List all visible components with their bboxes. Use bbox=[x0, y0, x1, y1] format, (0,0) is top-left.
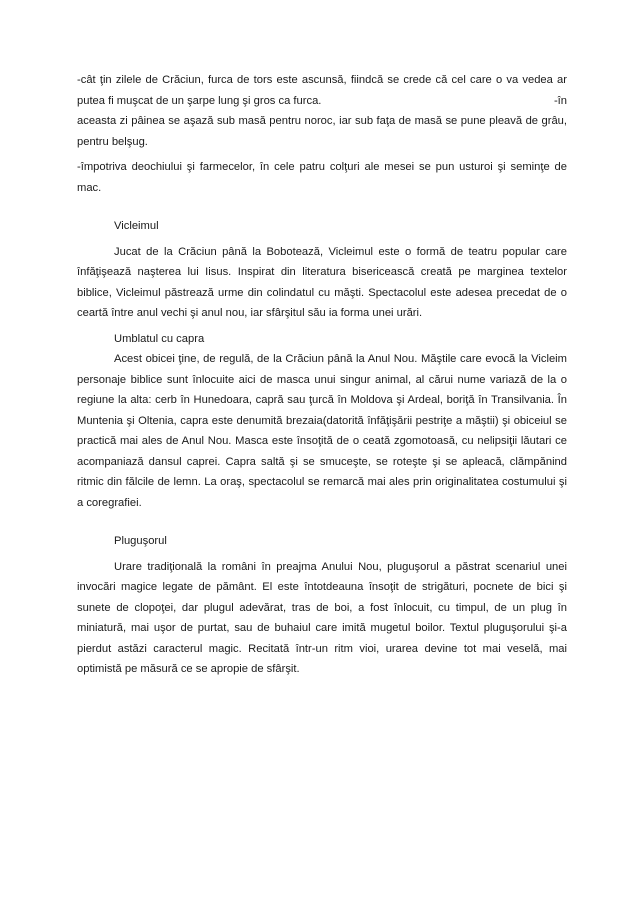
furca-sentence: -cât ţin zilele de Crăciun, furca de tors este ascunsă, fiindcă se crede că cel care o va vedea ar putea fi muşcat de un şarpe lung şi gros ca furca. bbox=[77, 74, 567, 107]
section-body-plugusorul: Urare tradiţională la români în preajma Anului Nou, pluguşorul a păstrat scenariul unei invocări magice legate de pământ. El este întotdeauna însoţit de strigături, pocnete de bici şi sunete de clopoţei, dar plugul adevărat, tras de boi, a fost înlocuit, cu timpul, de un plug în miniatură, mai uşor de purtat, sau de buhaiul care imită mugetul boilor. Textul pluguşorului şi-a pierdut astăzi caracterul magic. Recitată într-un ritm vioi, urarea devine tot mai veselă, mai optimistă pe măsură ce se apropie de sfârşit. bbox=[77, 560, 567, 675]
section-body-capra: Acest obicei ţine, de regulă, de la Crăciun până la Anul Nou. Măştile care evocă la Vicleim personaje biblice sunt înlocuite aici de masca unui singur animal, al cărui nume variază de la o regiune la alta: cerb în Hunedoara, capră sau ţurcă în Moldova şi Ardeal, boriţă în Transilvania. În Muntenia şi Oltenia, capra este denumită brezaia(datorită înfăţişării pestriţe a măştii) şi obiceiul se practică mai ales de Anul Nou. Masca este însoţită de o ceată zgomotoasă, cu nelipsiţii lăutari ce acompaniază dansul caprei. Capra saltă şi se smuceşte, se roteşte şi se apleacă, clămpănind ritmic din fălcile de lemn. La oraş, spectacolul se remarcă mai ales prin originalitatea costumului şi a coregrafiei. bbox=[77, 353, 567, 509]
traditions-paragraph-1 bbox=[77, 70, 567, 152]
section-title-capra: Umblatul cu capra bbox=[114, 332, 205, 345]
section-body-vicleimul: Jucat de la Crăciun până la Bobotează, Vicleimul este o formă de teatru popular care înfăţişează naşterea lui Iisus. Inspirat din literatura bisericească creată pe marginea textelor biblice, Vicleimul păstrează urme din colindatul cu măşti. Spectacolul este adesea precedat de o ceartă între anul vechi şi anul nou, iar sfârşitul său ia forma unei urări. bbox=[77, 245, 567, 319]
dash-in: -în bbox=[553, 94, 567, 107]
document-page bbox=[77, 70, 567, 680]
paine-sentence: aceasta zi pâinea se aşază sub masă pentru noroc, iar sub faţa de masă se pune pleavă de grâu, pentru belşug. bbox=[77, 115, 567, 148]
section-title-vicleimul: Vicleimul bbox=[114, 220, 159, 232]
traditions-paragraph-2: -împotriva deochiului şi farmecelor, în cele patru colţuri ale mesei se pun usturoi şi seminţe de mac. bbox=[77, 161, 567, 194]
section-title-plugusorul: Pluguşorul bbox=[114, 535, 167, 547]
